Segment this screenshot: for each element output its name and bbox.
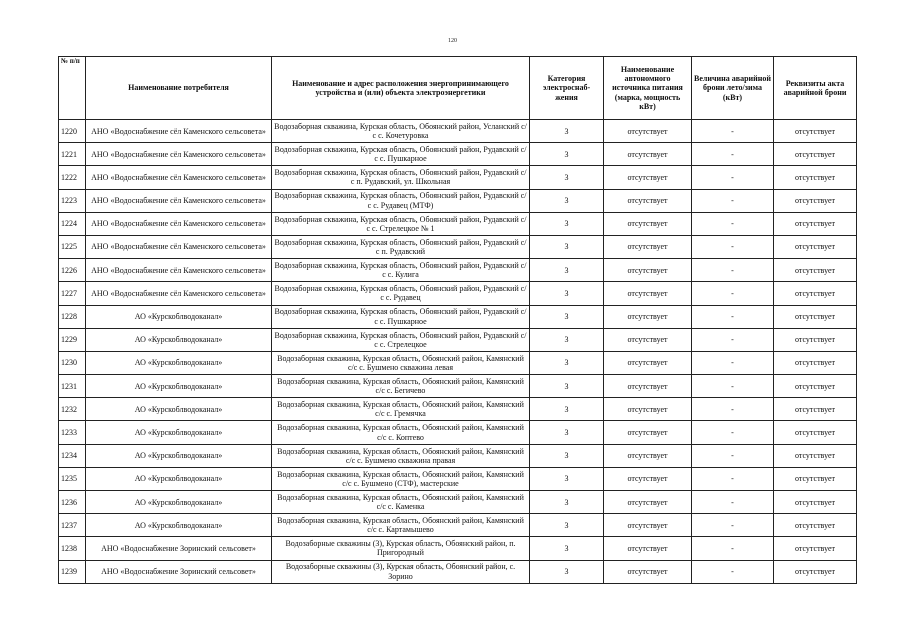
row-number: 1223 (59, 189, 86, 212)
header-magnitude: Величина аварийной брони лето/зима (кВт) (692, 57, 774, 120)
consumer-name: АНО «Водоснабжение Зоринский сельсовет» (86, 537, 272, 560)
row-number: 1225 (59, 235, 86, 258)
reserve-magnitude: - (692, 375, 774, 398)
reserve-magnitude: - (692, 421, 774, 444)
page-number: 120 (448, 38, 457, 44)
table-row (59, 235, 857, 258)
autonomous-source: отсутствует (604, 560, 692, 583)
act-details: отсутствует (774, 444, 857, 467)
act-details: отсутствует (774, 467, 857, 490)
supply-category: 3 (530, 282, 604, 305)
act-details: отсутствует (774, 235, 857, 258)
object-address: Водозаборная скважина, Курская область, Обоянский район, Рудавский с/с с. Кулига (272, 259, 530, 282)
object-address: Водозаборная скважина, Курская область, Обоянский район, Рудавский с/с с. Рудавец (272, 282, 530, 305)
reservation-table (58, 56, 857, 584)
autonomous-source: отсутствует (604, 212, 692, 235)
autonomous-source: отсутствует (604, 375, 692, 398)
row-number: 1228 (59, 305, 86, 328)
reserve-magnitude: - (692, 235, 774, 258)
row-number: 1234 (59, 444, 86, 467)
autonomous-source: отсутствует (604, 351, 692, 374)
row-number: 1233 (59, 421, 86, 444)
supply-category: 3 (530, 421, 604, 444)
autonomous-source: отсутствует (604, 398, 692, 421)
act-details: отсутствует (774, 305, 857, 328)
reserve-magnitude: - (692, 351, 774, 374)
supply-category: 3 (530, 491, 604, 514)
consumer-name: АО «Курскоблводоканал» (86, 514, 272, 537)
act-details: отсутствует (774, 375, 857, 398)
table-row (59, 444, 857, 467)
consumer-name: АО «Курскоблводоканал» (86, 375, 272, 398)
reserve-magnitude: - (692, 491, 774, 514)
header-category: Категория электроснаб-жения (530, 57, 604, 120)
consumer-name: АО «Курскоблводоканал» (86, 467, 272, 490)
supply-category: 3 (530, 120, 604, 143)
autonomous-source: отсутствует (604, 259, 692, 282)
reserve-magnitude: - (692, 259, 774, 282)
table-row (59, 305, 857, 328)
table-row (59, 120, 857, 143)
table-row (59, 143, 857, 166)
row-number: 1230 (59, 351, 86, 374)
reserve-magnitude: - (692, 212, 774, 235)
autonomous-source: отсутствует (604, 120, 692, 143)
table-row (59, 560, 857, 583)
consumer-name: АНО «Водоснабжение сёл Каменского сельсовета» (86, 120, 272, 143)
supply-category: 3 (530, 328, 604, 351)
reserve-magnitude: - (692, 305, 774, 328)
object-address: Водозаборная скважина, Курская область, Обоянский район, Камянский с/с с. Гремячка (272, 398, 530, 421)
autonomous-source: отсутствует (604, 166, 692, 189)
object-address: Водозаборная скважина, Курская область, Обоянский район, Рудавский с/с п. Рудавский, ул. Школьная (272, 166, 530, 189)
row-number: 1235 (59, 467, 86, 490)
object-address: Водозаборная скважина, Курская область, Обоянский район, Камянский с/с с. Бушмено скважина правая (272, 444, 530, 467)
table-row (59, 467, 857, 490)
object-address: Водозаборная скважина, Курская область, Обоянский район, Рудавский с/с с. Пушкарное (272, 305, 530, 328)
reserve-magnitude: - (692, 398, 774, 421)
act-details: отсутствует (774, 166, 857, 189)
supply-category: 3 (530, 259, 604, 282)
supply-category: 3 (530, 351, 604, 374)
consumer-name: АНО «Водоснабжение сёл Каменского сельсовета» (86, 189, 272, 212)
act-details: отсутствует (774, 120, 857, 143)
autonomous-source: отсутствует (604, 514, 692, 537)
reserve-magnitude: - (692, 328, 774, 351)
supply-category: 3 (530, 537, 604, 560)
consumer-name: АО «Курскоблводоканал» (86, 491, 272, 514)
consumer-name: АНО «Водоснабжение сёл Каменского сельсовета» (86, 235, 272, 258)
consumer-name: АНО «Водоснабжение сёл Каменского сельсовета» (86, 212, 272, 235)
row-number: 1239 (59, 560, 86, 583)
table-header-row (59, 57, 857, 120)
act-details: отсутствует (774, 537, 857, 560)
consumer-name: АО «Курскоблводоканал» (86, 444, 272, 467)
object-address: Водозаборная скважина, Курская область, Обоянский район, Камянский с/с с. Каменка (272, 491, 530, 514)
object-address: Водозаборная скважина, Курская область, Обоянский район, Рудавский с/с с. Стрелецкое № 1 (272, 212, 530, 235)
reserve-magnitude: - (692, 143, 774, 166)
autonomous-source: отсутствует (604, 282, 692, 305)
table-body (59, 120, 857, 584)
object-address: Водозаборная скважина, Курская область, Обоянский район, Камянский с/с с. Коптево (272, 421, 530, 444)
reserve-magnitude: - (692, 189, 774, 212)
act-details: отсутствует (774, 514, 857, 537)
autonomous-source: отсутствует (604, 537, 692, 560)
row-number: 1236 (59, 491, 86, 514)
consumer-name: АНО «Водоснабжение сёл Каменского сельсовета» (86, 259, 272, 282)
consumer-name: АНО «Водоснабжение сёл Каменского сельсовета» (86, 282, 272, 305)
table-row (59, 491, 857, 514)
object-address: Водозаборные скважины (3), Курская область, Обоянский район, п. Пригородный (272, 537, 530, 560)
reserve-magnitude: - (692, 166, 774, 189)
object-address: Водозаборная скважина, Курская область, Обоянский район, Камянский с/с с. Бегичево (272, 375, 530, 398)
row-number: 1222 (59, 166, 86, 189)
table-row (59, 189, 857, 212)
supply-category: 3 (530, 305, 604, 328)
table-row (59, 282, 857, 305)
act-details: отсутствует (774, 282, 857, 305)
consumer-name: АО «Курскоблводоканал» (86, 328, 272, 351)
reserve-magnitude: - (692, 444, 774, 467)
autonomous-source: отсутствует (604, 189, 692, 212)
supply-category: 3 (530, 166, 604, 189)
act-details: отсутствует (774, 491, 857, 514)
act-details: отсутствует (774, 143, 857, 166)
consumer-name: АО «Курскоблводоканал» (86, 351, 272, 374)
autonomous-source: отсутствует (604, 491, 692, 514)
autonomous-source: отсутствует (604, 421, 692, 444)
row-number: 1231 (59, 375, 86, 398)
supply-category: 3 (530, 235, 604, 258)
table-row (59, 212, 857, 235)
table-row (59, 398, 857, 421)
supply-category: 3 (530, 560, 604, 583)
consumer-name: АО «Курскоблводоканал» (86, 421, 272, 444)
supply-category: 3 (530, 143, 604, 166)
row-number: 1237 (59, 514, 86, 537)
object-address: Водозаборная скважина, Курская область, Обоянский район, Рудавский с/с с. Пушкарное (272, 143, 530, 166)
supply-category: 3 (530, 189, 604, 212)
object-address: Водозаборная скважина, Курская область, Обоянский район, Камянский с/с с. Бушмено скважина левая (272, 351, 530, 374)
header-source: Наименование автономного источника питания (марка, мощность кВт) (604, 57, 692, 120)
table-row (59, 351, 857, 374)
autonomous-source: отсутствует (604, 305, 692, 328)
object-address: Водозаборная скважина, Курская область, Обоянский район, Рудавский с/с с. Рудавец (МТФ) (272, 189, 530, 212)
table-row (59, 166, 857, 189)
consumer-name: АО «Курскоблводоканал» (86, 398, 272, 421)
table-row (59, 328, 857, 351)
table-row (59, 537, 857, 560)
reserve-magnitude: - (692, 282, 774, 305)
row-number: 1220 (59, 120, 86, 143)
row-number: 1229 (59, 328, 86, 351)
table-row (59, 375, 857, 398)
object-address: Водозаборная скважина, Курская область, Обоянский район, Камянский с/с с. Бушмено (СТФ), мастерские (272, 467, 530, 490)
header-object: Наименование и адрес расположения энергопринимающего устройства и (или) объекта электроэнергетики (272, 57, 530, 120)
act-details: отсутствует (774, 212, 857, 235)
act-details: отсутствует (774, 328, 857, 351)
table-row (59, 514, 857, 537)
table-row (59, 421, 857, 444)
act-details: отсутствует (774, 398, 857, 421)
header-consumer: Наименование потребителя (86, 57, 272, 120)
reserve-magnitude: - (692, 537, 774, 560)
row-number: 1224 (59, 212, 86, 235)
object-address: Водозаборная скважина, Курская область, Обоянский район, Усланский с/с с. Кочетуровка (272, 120, 530, 143)
consumer-name: АНО «Водоснабжение Зоринский сельсовет» (86, 560, 272, 583)
consumer-name: АО «Курскоблводоканал» (86, 305, 272, 328)
act-details: отсутствует (774, 259, 857, 282)
act-details: отсутствует (774, 560, 857, 583)
act-details: отсутствует (774, 421, 857, 444)
act-details: отсутствует (774, 189, 857, 212)
supply-category: 3 (530, 467, 604, 490)
header-num: № п/п (59, 57, 86, 120)
autonomous-source: отсутствует (604, 143, 692, 166)
autonomous-source: отсутствует (604, 235, 692, 258)
autonomous-source: отсутствует (604, 467, 692, 490)
object-address: Водозаборная скважина, Курская область, Обоянский район, Камянский с/с с. Картамышево (272, 514, 530, 537)
supply-category: 3 (530, 212, 604, 235)
consumer-name: АНО «Водоснабжение сёл Каменского сельсовета» (86, 166, 272, 189)
consumer-name: АНО «Водоснабжение сёл Каменского сельсовета» (86, 143, 272, 166)
reserve-magnitude: - (692, 514, 774, 537)
row-number: 1221 (59, 143, 86, 166)
table-row (59, 259, 857, 282)
reserve-magnitude: - (692, 560, 774, 583)
header-act: Реквизиты акта аварийной брони (774, 57, 857, 120)
row-number: 1226 (59, 259, 86, 282)
object-address: Водозаборная скважина, Курская область, Обоянский район, Рудавский с/с п. Рудавский (272, 235, 530, 258)
autonomous-source: отсутствует (604, 328, 692, 351)
row-number: 1238 (59, 537, 86, 560)
row-number: 1232 (59, 398, 86, 421)
supply-category: 3 (530, 514, 604, 537)
reserve-magnitude: - (692, 120, 774, 143)
supply-category: 3 (530, 375, 604, 398)
row-number: 1227 (59, 282, 86, 305)
supply-category: 3 (530, 444, 604, 467)
act-details: отсутствует (774, 351, 857, 374)
supply-category: 3 (530, 398, 604, 421)
object-address: Водозаборные скважины (3), Курская область, Обоянский район, с. Зорино (272, 560, 530, 583)
reserve-magnitude: - (692, 467, 774, 490)
object-address: Водозаборная скважина, Курская область, Обоянский район, Рудавский с/с с. Стрелецкое (272, 328, 530, 351)
autonomous-source: отсутствует (604, 444, 692, 467)
